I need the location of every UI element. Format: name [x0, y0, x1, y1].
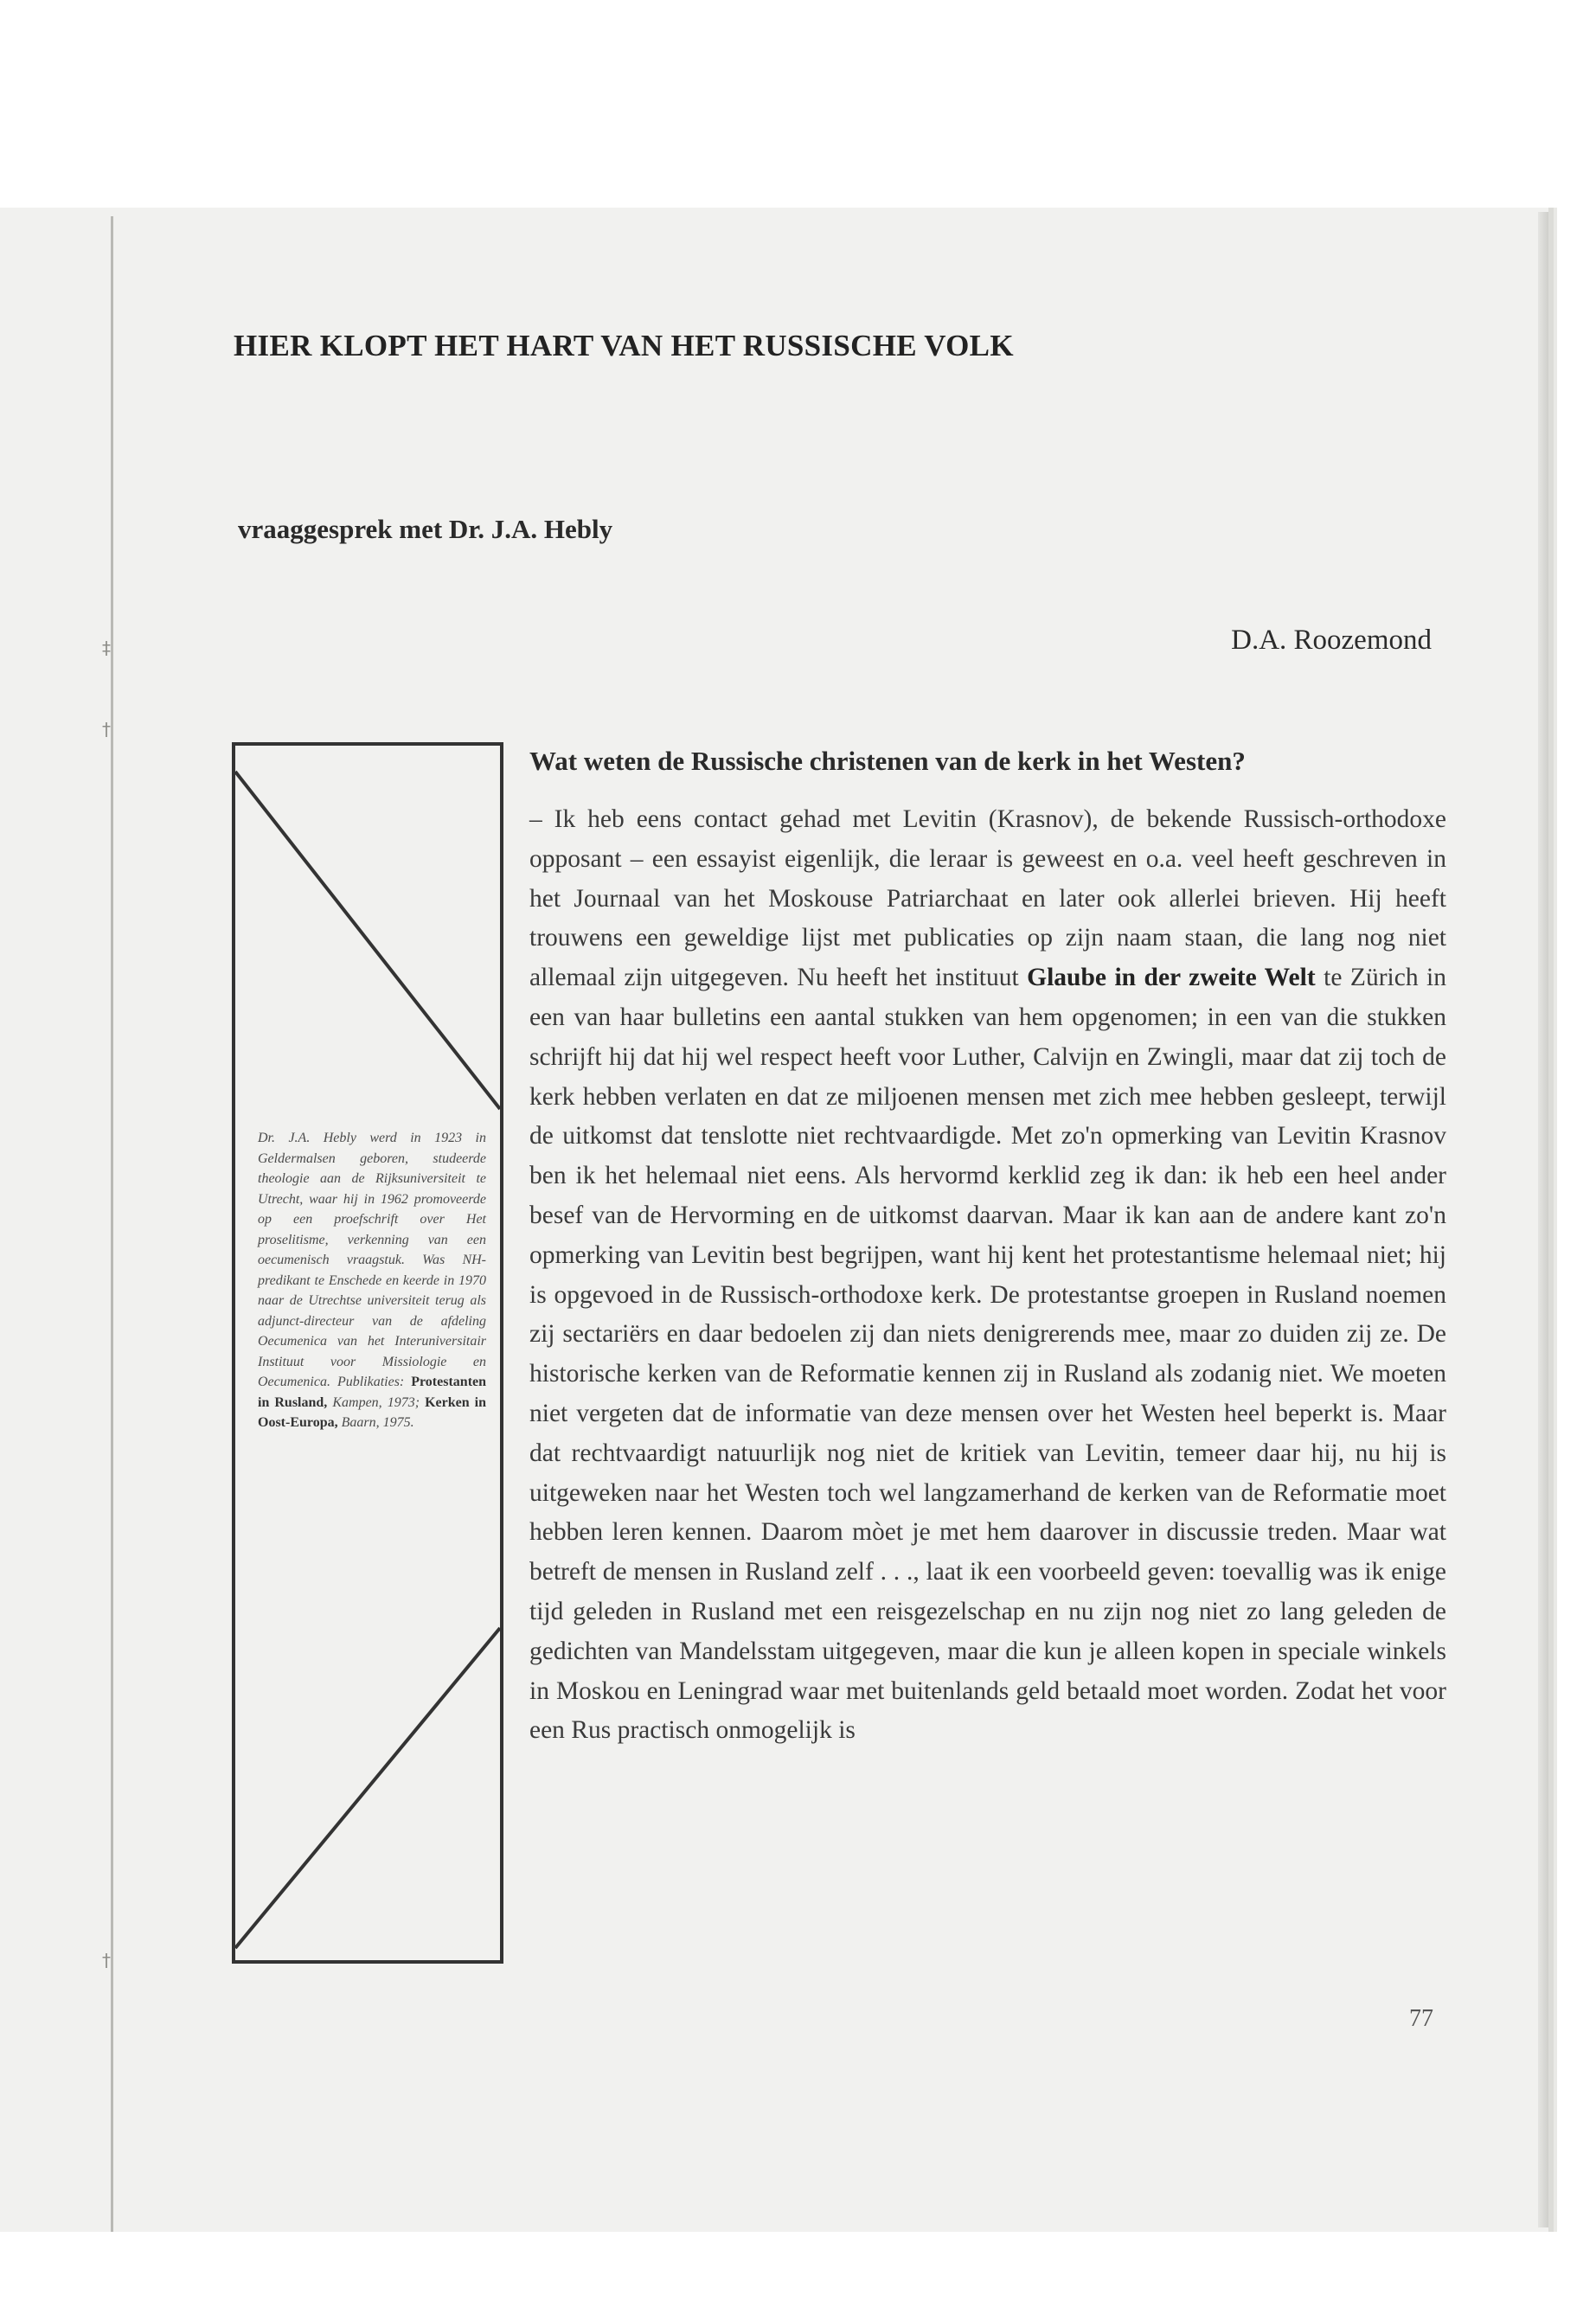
page-edge [1538, 212, 1548, 2227]
author-bio [258, 1128, 486, 1433]
publication-info: Kampen, 1973; [327, 1394, 420, 1410]
body-paragraph-rest: te Zürich in een van haar bulletins een aantal stukken van hem opgenomen; in een van die stukken schrijft hij dat hij wel respect heeft voor Luther, Calvijn en Zwingli, maar dat zij toch de kerk hebben verlaten en dat ze miljoenen mensen met zich mee hebben gesleept, terwijl de uitkomst dat tenslotte niet rechtvaardigde. Met zo'n opmerking van Levitin Krasnov ben ik het helemaal niet eens. Als hervormd kerklid zeg ik dan: ik heb een heel ander besef van de Hervorming en de uitkomst daarvan. Maar ik kan aan de andere kant zo'n opmerking van Levitin best begrijpen, want hij kent het protestantisme helemaal niet; hij is opgevoed in de Russisch-orthodoxe kerk. De protestantse groepen in Rusland noemen zij sectariërs en daar bedoelen zij dan niets denigrerends mee, maar zo duiden zij ze. De historische kerken van de Reformatie kennen zij in Rusland als zodanig niet. We moeten niet vergeten dat de informatie van deze mensen over het Westen heel beperkt is. Maar dat rechtvaardigt natuurlijk nog niet de kritiek van Levitin, temeer daar hij, nu hij is uitgeweken naar het Westen toch wel langzamerhand de kerken van de Reformatie moet hebben leren kennen. Daarom mòet je met hem daarover in discussie treden. Maar wat betreft de mensen in Rusland zelf . . ., laat ik een voorbeeld geven: toevallig was ik enige tijd geleden in Rusland met een reisgezelschap en nu zijn nog niet zo lang geleden de gedichten van Mandelsstam uitgegeven, maar die kun je alleen kopen in speciale winkels in Moskou en Leningrad waar met buitenlands geld betaald moet worden. Zodat het voor een Rus practisch onmogelijk is [529, 964, 1447, 1745]
body-paragraph-start: – Ik heb eens contact gehad met Levitin (Krasnov), de bekende Russisch-orthodoxe opposant – een essayist eigenlijk, die leraar is geweest en o.a. veel heeft geschreven in het Journaal van het Moskouse Patriarchaat en later ook allerlei brieven. Hij heeft trouwens een geweldige lijst met publicaties op zijn naam staan, die lang nog niet allemaal zijn uitgegeven. Nu heeft het instituut [529, 805, 1446, 992]
lower-diagonal-line [235, 1628, 500, 1948]
stitch-mark-icon: † [102, 1950, 111, 1971]
sidebar-box [232, 742, 503, 1964]
publication-info: Baarn, 1975. [337, 1415, 414, 1430]
article-title: HIER KLOPT HET HART VAN HET RUSSISCHE VOLK [234, 329, 1014, 362]
publication-title: Kerken in Oost-Europa, [258, 1394, 487, 1430]
upper-diagonal-line [235, 772, 500, 1109]
publications-label: Publikaties: [337, 1375, 412, 1389]
article-body [529, 800, 1446, 1751]
bio-text: Dr. J.A. Hebly werd in 1923 in Geldermalsen geboren, studeerde theologie aan de Rijksuniversiteit te Utrecht, waar hij in 1962 promoveerde op een proefschrift over Het proselitisme, verkenning van een oecumenisch vraagstuk. Was NH-predikant te Enschede en keerde in 1970 naar de Utrechtse universiteit terug als adjunct-directeur van de afdeling Oecumenica van het Interuniversitair Instituut voor Missiologie en Oecumenica. [258, 1131, 486, 1389]
spine-line [111, 216, 113, 2232]
stitch-mark-icon: ‡ [102, 638, 111, 658]
stitch-mark-icon: † [102, 719, 111, 740]
publication-title: Protestanten in Rusland, [258, 1375, 487, 1410]
institute-name: Glaube in der zweite Welt [1027, 964, 1316, 992]
article-subtitle: vraaggesprek met Dr. J.A. Hebly [238, 514, 613, 544]
page-number: 77 [1409, 2005, 1433, 2032]
interview-question: Wat weten de Russische christenen van de kerk in het Westen? [529, 746, 1246, 776]
article-author: D.A. Roozemond [1231, 625, 1432, 656]
